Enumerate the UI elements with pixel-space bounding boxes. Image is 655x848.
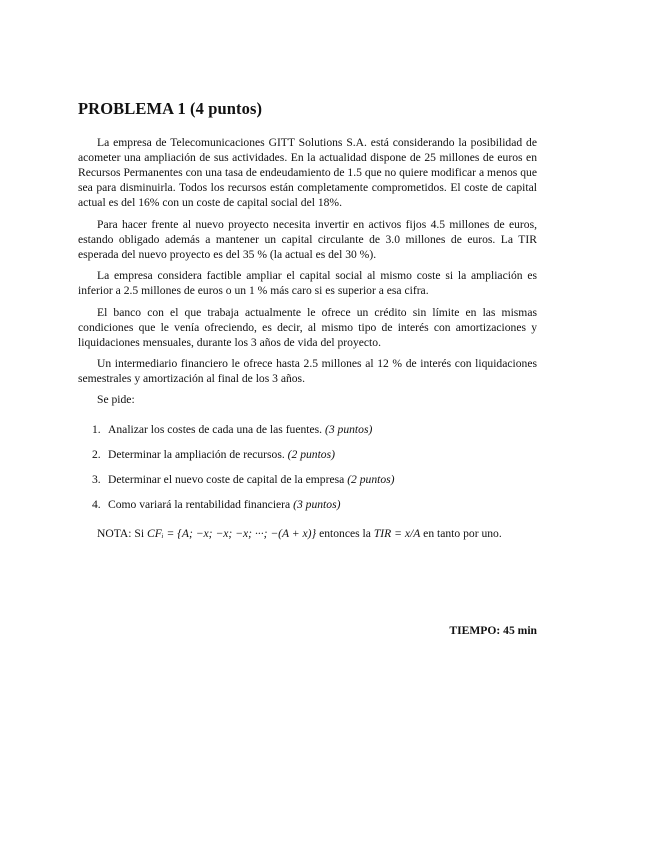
task-list [78,422,537,512]
task-number: 4. [92,498,101,512]
time-limit: TIEMPO: 45 min [449,624,537,637]
task-text: Como variará la rentabilidad financiera [108,498,291,512]
note-suffix: en tanto por uno. [420,527,502,541]
paragraph-se-pide: Se pide: [97,393,135,407]
task-item [78,422,537,437]
paragraph-investment: Para hacer frente al nuevo proyecto necesita invertir en activos fijos 4.5 millones de euros, estando obligado además a mantener un capital circulante de 3.0 millones de euros. La TIR esperada del nuevo proyecto es del 35 % (la actual es del 30 %). [78,217,537,261]
task-points: (2 puntos) [347,473,395,487]
task-points: (3 puntos) [324,423,373,437]
task-points: (2 puntos) [287,448,335,462]
note-formula-tir: TIR = x/A [373,527,421,541]
task-number: 3. [92,473,101,487]
paragraph-bank-credit: El banco con el que trabaja actualmente le ofrece un crédito sin límite en las mismas condiciones que le venía ofreciendo, es decir, al mismo tipo de interés con amortizaciones y liquidaciones mensuales, durante los 3 años de vida del proyecto. [78,305,537,349]
paragraph-capital-increase: La empresa considera factible ampliar el capital social al mismo coste si la ampliación es inferior a 2.5 millones de euros o un 1 % más caro si es superior a esa cifra. [78,269,537,298]
note-formula-cashflows: CFᵢ = {A; −x; −x; −x; ···; −(A + x)} [146,527,317,541]
problem-body [78,135,537,541]
task-text: Analizar los costes de cada una de las fuentes. [108,423,323,437]
task-number: 2. [92,448,101,462]
problem-title: PROBLEMA 1 (4 puntos) [78,99,263,118]
note-middle: entonces la [316,527,374,541]
task-item [78,447,537,462]
paragraph-intermediary: Un intermediario financiero le ofrece hasta 2.5 millones al 12 % de interés con liquidaciones semestrales y amortización al final de los 3 años. [78,356,537,386]
task-item [78,472,537,487]
task-text: Determinar la ampliación de recursos. [108,448,285,462]
task-item [78,497,537,512]
note-prefix: NOTA: Si [97,527,147,541]
task-text: Determinar el nuevo coste de capital de la empresa [108,473,345,487]
task-number: 1. [92,423,101,437]
note-line [78,526,537,541]
task-points: (3 puntos) [293,498,341,512]
paragraph-context: La empresa de Telecomunicaciones GITT Solutions S.A. está considerando la posibilidad de acometer una ampliación de sus actividades. En la actualidad dispone de 25 millones de euros en Recursos Permanentes con una tasa de endeudamiento de 1.5 que no quiere modificar a menos que sea para disminuirla. Todos los recursos están completamente comprometidos. El coste de capital actual es del 16% con un coste de capital social del 18%. [78,136,537,210]
